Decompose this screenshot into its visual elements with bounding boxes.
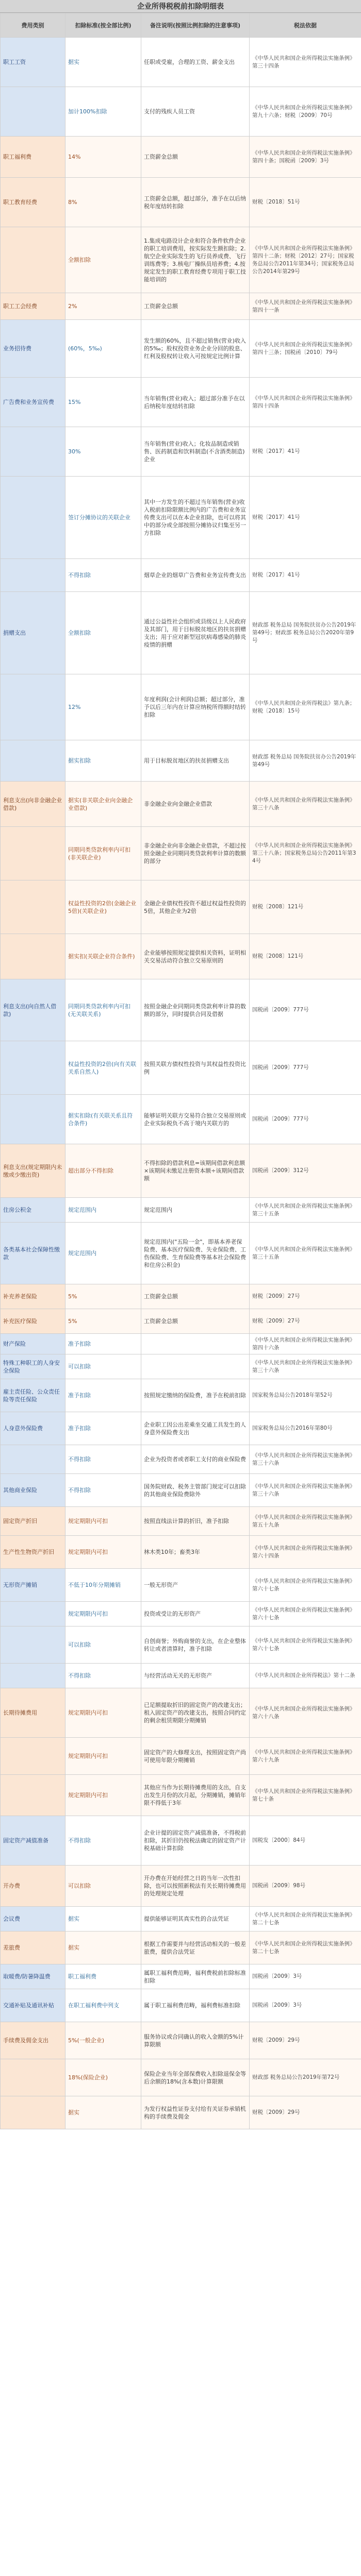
category-cell — [1, 1664, 65, 1688]
category-cell: 利息支出(向自然人借款) — [1, 979, 65, 1041]
category-cell — [1, 2096, 65, 2129]
note-cell: 投资或受让的无形资产 — [141, 1602, 250, 1626]
page-title: 企业所得税税前扣除明细表 — [0, 0, 361, 13]
table-row — [1, 934, 361, 979]
basis-cell: 《中华人民共和国企业所得税法实施条例》第六十四条 — [250, 1536, 361, 1569]
standard-cell: 规定范围内 — [65, 1198, 141, 1223]
table-row — [1, 559, 361, 592]
note-cell: 当年销售(营业)收入；化妆品制造或销售、医药制造和饮料制造(不含酒类制造)企业 — [141, 427, 250, 477]
note-cell: 提供能够证明其真实性的合法凭证 — [141, 1907, 250, 1931]
standard-cell: 规定期限内可扣 — [65, 1688, 141, 1738]
basis-cell: 国税函〔2009〕3号 — [250, 1989, 361, 2022]
category-cell: 交通补贴及通讯补贴 — [1, 1989, 65, 2022]
note-cell: 不得扣除的借款利息=该期间借款利息额×该期间未缴足注册资本额÷该期间借款额 — [141, 1144, 250, 1198]
note-cell: 国务院财政、税务主管部门规定可以扣除的其他商业保险费除外 — [141, 1474, 250, 1507]
note-cell: 保险企业当年全部保费收入扣除退保金等后余额的18%(含本数)计算限额 — [141, 2059, 250, 2096]
standard-cell: 不得扣除 — [65, 1816, 141, 1866]
category-cell: 财产保险 — [1, 1334, 65, 1354]
table-row — [1, 2096, 361, 2129]
standard-cell: 可以扣除 — [65, 1354, 141, 1379]
table-row — [1, 1474, 361, 1507]
basis-cell: 财税〔2018〕51号 — [250, 178, 361, 227]
standard-cell: 全额扣除 — [65, 227, 141, 293]
note-cell: 属职工福利费范畴，福利费税前扣除标准扣除 — [141, 1964, 250, 1989]
standard-cell: 5%(一般企业) — [65, 2022, 141, 2059]
category-cell — [1, 1602, 65, 1626]
table-row — [1, 1688, 361, 1738]
standard-cell: 14% — [65, 137, 141, 178]
note-cell: 自创商誉；外购商誉的支出，在企业整体转让或者清算时，准予扣除 — [141, 1626, 250, 1664]
standard-cell: 职工福利费 — [65, 1964, 141, 1989]
basis-cell: 国税函〔2009〕777号 — [250, 1095, 361, 1144]
basis-cell: 财税〔2009〕27号 — [250, 1309, 361, 1334]
category-cell — [1, 1445, 65, 1474]
standard-cell: 据实扣除(有关联关系且符合条件) — [65, 1095, 141, 1144]
note-cell: 按照金融企业同期同类贷款利率计算的数额的部分，同时提供合同及借据 — [141, 979, 250, 1041]
standard-cell: 准予扣除 — [65, 1379, 141, 1412]
note-cell — [141, 1354, 250, 1379]
note-cell: 能够证明关联方交易符合独立交易原则或企业实际税负不高于境内关联方的 — [141, 1095, 250, 1144]
table-row — [1, 2022, 361, 2059]
table-row — [1, 1445, 361, 1474]
standard-cell: 同期同类贷款利率内可扣(非关联企业) — [65, 827, 141, 880]
header-category: 费用类别 — [1, 13, 65, 38]
category-cell: 补充医疗保险 — [1, 1309, 65, 1334]
basis-cell: 财税〔2009〕27号 — [250, 1284, 361, 1309]
note-cell: 规定范围内("五险一金"，即基本养老保险费、基本医疗保险费、失业保险费、工伤保险费、生育保险费等基本社会保险费和住房公积金) — [141, 1223, 250, 1284]
note-cell: 开办费在开始经营之日的当年一次性扣除，也可以按照新税法有关长期待摊费用的处理规定处理 — [141, 1866, 250, 1907]
basis-cell: 《中华人民共和国企业所得税法实施条例》第二十七条 — [250, 1907, 361, 1931]
standard-cell: 加计100%扣除 — [65, 87, 141, 137]
category-cell — [1, 934, 65, 979]
basis-cell: 《中华人民共和国企业所得税法》第九条；财税〔2018〕15号 — [250, 674, 361, 740]
category-cell: 利息支出(向非金融企业借款) — [1, 782, 65, 827]
standard-cell: 全额扣除 — [65, 592, 141, 674]
category-cell: 固定资产减值准备 — [1, 1816, 65, 1866]
note-cell: 企业能够按照规定提供相关资料，证明相关交易活动符合独立交易原则的 — [141, 934, 250, 979]
standard-cell: 不得扣除 — [65, 1664, 141, 1688]
category-cell: 无形资产摊销 — [1, 1569, 65, 1602]
header-basis: 税法依据 — [250, 13, 361, 38]
table-row — [1, 782, 361, 827]
standard-cell: 18%(保险企业) — [65, 2059, 141, 2096]
category-cell — [1, 827, 65, 880]
standard-cell: 规定期限内可扣 — [65, 1775, 141, 1816]
table-row — [1, 1626, 361, 1664]
note-cell: 一般无形资产 — [141, 1569, 250, 1602]
header-standard: 扣除标准(按全部比例) — [65, 13, 141, 38]
category-cell — [1, 1738, 65, 1775]
note-cell: 发生额的60%，且不超过销售(营业)收入的5‰；股权投资业务企业分回的股息、红利及股权转让收入可按规定比例计算 — [141, 320, 250, 378]
table-row — [1, 880, 361, 934]
table-row — [1, 1144, 361, 1198]
category-cell — [1, 477, 65, 559]
standard-cell: 同期同类贷款利率内可扣(无关联关系) — [65, 979, 141, 1041]
standard-cell: 5% — [65, 1309, 141, 1334]
category-cell: 职工工会经费 — [1, 293, 65, 320]
category-cell — [1, 559, 65, 592]
basis-cell: 国家税务总局公告2016年第80号 — [250, 1412, 361, 1445]
note-cell: 林木类10年；畜类3年 — [141, 1536, 250, 1569]
note-cell: 年度利润(会计利润)总额；超过部分，准予以后三年内在计算应纳税所得额时结转扣除 — [141, 674, 250, 740]
basis-cell: 财税〔2009〕29号 — [250, 2096, 361, 2129]
note-cell: 按照规定缴纳的保险费，准予在税前扣除 — [141, 1379, 250, 1412]
basis-cell: 《中华人民共和国企业所得税法实施条例》第二十七条 — [250, 1931, 361, 1964]
standard-cell: 可以扣除 — [65, 1866, 141, 1907]
table-row — [1, 674, 361, 740]
standard-cell: 准予扣除 — [65, 1334, 141, 1354]
category-cell — [1, 674, 65, 740]
basis-cell: 《中华人民共和国企业所得税法实施条例》第四十六条 — [250, 1334, 361, 1354]
basis-cell: 《中华人民共和国企业所得税法实施条例》第三十六条 — [250, 1354, 361, 1379]
note-cell: 工资薪金总额，超过部分，准予在以后纳税年度结转扣除 — [141, 178, 250, 227]
standard-cell: 不低于10年分期摊销 — [65, 1569, 141, 1602]
note-cell: 服务协议或合同确认的收入金额的5%计算限额 — [141, 2022, 250, 2059]
table-row — [1, 477, 361, 559]
table-row — [1, 137, 361, 178]
standard-cell: (60%，5‰) — [65, 320, 141, 378]
standard-cell: 据实 — [65, 1907, 141, 1931]
category-cell: 固定资产折旧 — [1, 1507, 65, 1536]
standard-cell: 据实 — [65, 2096, 141, 2129]
table-row — [1, 740, 361, 782]
category-cell: 手续费及佣金支出 — [1, 2022, 65, 2059]
table-row — [1, 1354, 361, 1379]
table-row — [1, 2059, 361, 2096]
basis-cell: 《中华人民共和国企业所得税法实施条例》第四十三条；国税函〔2010〕79号 — [250, 320, 361, 378]
basis-cell: 财税〔2008〕121号 — [250, 880, 361, 934]
note-cell: 通过公益性社会组织或县级以上人民政府及其部门，用于目标脱贫地区的扶贫捐赠支出；用于应对新型冠状病毒感染的肺炎疫情的捐赠 — [141, 592, 250, 674]
basis-cell: 《中华人民共和国企业所得税法实施条例》第九十六条；财税〔2009〕70号 — [250, 87, 361, 137]
category-cell — [1, 1095, 65, 1144]
note-cell: 非金融企业向金融企业借款 — [141, 782, 250, 827]
category-cell: 住房公积金 — [1, 1198, 65, 1223]
basis-cell: 国税函〔2009〕312号 — [250, 1144, 361, 1198]
basis-cell: 《中华人民共和国企业所得税法实施条例》第六十八条 — [250, 1688, 361, 1738]
category-cell: 会议费 — [1, 1907, 65, 1931]
basis-cell: 《中华人民共和国企业所得税法实施条例》第四十二条；财税〔2012〕27号；国家税务总局公告2011年第34号；国家税务总局公告2014年第29号 — [250, 227, 361, 293]
standard-cell: 12% — [65, 674, 141, 740]
basis-cell: 《中华人民共和国企业所得税法实施条例》第三十八条 — [250, 782, 361, 827]
table-row — [1, 1569, 361, 1602]
table-row — [1, 1095, 361, 1144]
basis-cell: 财税〔2008〕121号 — [250, 934, 361, 979]
basis-cell: 财税〔2017〕41号 — [250, 477, 361, 559]
standard-cell: 8% — [65, 178, 141, 227]
category-cell: 职工教育经费 — [1, 178, 65, 227]
note-cell: 固定资产的大修理支出，按照固定资产尚可使用年限分期摊销 — [141, 1738, 250, 1775]
basis-cell: 《中华人民共和国企业所得税法实施条例》第六十七条 — [250, 1602, 361, 1626]
basis-cell: 《中华人民共和国企业所得税法实施条例》第三十八条；国家税务总局公告2011年第34号 — [250, 827, 361, 880]
basis-cell: 国税函〔2009〕98号 — [250, 1866, 361, 1907]
category-cell: 广告费和业务宣传费 — [1, 378, 65, 427]
table-row — [1, 1412, 361, 1445]
table-row — [1, 1223, 361, 1284]
table-row — [1, 227, 361, 293]
table-row — [1, 1334, 361, 1354]
category-cell: 各类基本社会保障性缴款 — [1, 1223, 65, 1284]
basis-cell: 财税〔2017〕41号 — [250, 559, 361, 592]
standard-cell: 规定期限内可扣 — [65, 1602, 141, 1626]
standard-cell: 超出部分不得扣除 — [65, 1144, 141, 1198]
basis-cell: 《中华人民共和国企业所得税法》第十二条 — [250, 1664, 361, 1688]
standard-cell: 规定期限内可扣 — [65, 1536, 141, 1569]
table-row — [1, 1738, 361, 1775]
note-cell: 金融企业债权性投资不超过权益性投资的5倍，其他企业为2倍 — [141, 880, 250, 934]
standard-cell: 据实 — [65, 38, 141, 87]
note-cell — [141, 1334, 250, 1354]
basis-cell: 《中华人民共和国企业所得税法实施条例》第六十九条 — [250, 1738, 361, 1775]
standard-cell: 准予扣除 — [65, 1412, 141, 1445]
note-cell: 属于职工福利费范畴，福利费标准扣除 — [141, 1989, 250, 2022]
basis-cell: 《中华人民共和国企业所得税法实施条例》第三十六条 — [250, 1445, 361, 1474]
basis-cell: 《中华人民共和国企业所得税法实施条例》第三十六条 — [250, 1474, 361, 1507]
table-row — [1, 979, 361, 1041]
note-cell: 工资薪金总额 — [141, 1309, 250, 1334]
note-cell: 其中一方发生的不超过当年销售(营业)收入税前扣除限额比例内的广告费和业务宣传费支出可以在本企业扣除，也可以将其中的部分或全部按照分摊协议归集至另一方扣除 — [141, 477, 250, 559]
table-row — [1, 38, 361, 87]
note-cell: 根据工作需要并与经营活动相关的一般差旅费，提供合法凭证 — [141, 1931, 250, 1964]
note-cell: 与经营活动无关的无形资产 — [141, 1664, 250, 1688]
standard-cell: 不得扣除 — [65, 1445, 141, 1474]
table-row — [1, 320, 361, 378]
basis-cell: 国税函〔2009〕777号 — [250, 1041, 361, 1095]
standard-cell: 规定期限内可扣 — [65, 1738, 141, 1775]
category-cell: 生产性生物资产折旧 — [1, 1536, 65, 1569]
table-row — [1, 1775, 361, 1816]
standard-cell: 签订分摊协议的关联企业 — [65, 477, 141, 559]
category-cell: 开办费 — [1, 1866, 65, 1907]
table-row — [1, 1379, 361, 1412]
table-row — [1, 87, 361, 137]
basis-cell: 财政部 税务总局公告2019年第72号 — [250, 2059, 361, 2096]
table-row — [1, 1866, 361, 1907]
category-cell — [1, 740, 65, 782]
note-cell: 任职或受雇，合理的工资、薪金支出 — [141, 38, 250, 87]
table-row — [1, 827, 361, 880]
category-cell — [1, 2059, 65, 2096]
category-cell: 业务招待费 — [1, 320, 65, 378]
table-row — [1, 1536, 361, 1569]
category-cell: 雇主责任险、公众责任险等责任保险 — [1, 1379, 65, 1412]
table-row — [1, 1309, 361, 1334]
note-cell: 烟草企业的烟草广告费和业务宣传费支出 — [141, 559, 250, 592]
category-cell — [1, 1626, 65, 1664]
note-cell: 为发行权益性证券支付给有关证券承销机构的手续费及佣金 — [141, 2096, 250, 2129]
standard-cell: 2% — [65, 293, 141, 320]
standard-cell: 5% — [65, 1284, 141, 1309]
standard-cell: 可以扣除 — [65, 1626, 141, 1664]
category-cell: 职工福利费 — [1, 137, 65, 178]
basis-cell: 《中华人民共和国企业所得税法实施条例》第七十条 — [250, 1775, 361, 1816]
category-cell: 长期待摊费用 — [1, 1688, 65, 1738]
note-cell: 用于目标脱贫地区的扶贫捐赠支出 — [141, 740, 250, 782]
standard-cell: 据实 — [65, 1931, 141, 1964]
table-row — [1, 1198, 361, 1223]
note-cell: 其他应当作为长期待摊费用的支出，自支出发生月份的次月起，分期摊销，摊销年限不得低于3年 — [141, 1775, 250, 1816]
basis-cell: 《中华人民共和国企业所得税法实施条例》第四十四条 — [250, 378, 361, 427]
basis-cell: 《中华人民共和国企业所得税法实施条例》第四十一条 — [250, 293, 361, 320]
table-row — [1, 1041, 361, 1095]
standard-cell: 据实扣(关联企业符合条件) — [65, 934, 141, 979]
basis-cell: 《中华人民共和国企业所得税法实施条例》第三十五条 — [250, 1198, 361, 1223]
basis-cell: 《中华人民共和国企业所得税法实施条例》第三十四条 — [250, 38, 361, 87]
basis-cell: 财政部 税务总局 国务院扶贫办公告2019年第49号；财政部 税务总局公告2020年第9号 — [250, 592, 361, 674]
table-body — [1, 38, 361, 2129]
note-cell: 按照关联方债权性投资与其权益性投资比例 — [141, 1041, 250, 1095]
table-row — [1, 293, 361, 320]
category-cell: 其他商业保险 — [1, 1474, 65, 1507]
category-cell — [1, 427, 65, 477]
note-cell: 1.集成电路设计企业和符合条件软件企业的职工培训费用，按实际发生额扣除；2.航空企业实际发生的飞行员养成费、飞行训练费等；3.核电厂操纵员培养费；4.按规定发生的职工教育经费专项用于职工技能培训的 — [141, 227, 250, 293]
note-cell: 工资薪金总额 — [141, 137, 250, 178]
note-cell: 非金融企业向非金融企业借款，不超过按照金融企业同期同类贷款利率计算的数额的部分 — [141, 827, 250, 880]
note-cell: 按照直线法计算的折旧，准予扣除 — [141, 1507, 250, 1536]
table-row — [1, 1664, 361, 1688]
category-cell — [1, 1041, 65, 1095]
table-row — [1, 1284, 361, 1309]
category-cell: 特殊工种职工的人身安全保险 — [1, 1354, 65, 1379]
table-row — [1, 178, 361, 227]
standard-cell: 30% — [65, 427, 141, 477]
basis-cell: 《中华人民共和国企业所得税法实施条例》第三十五条 — [250, 1223, 361, 1284]
category-cell — [1, 880, 65, 934]
table-row — [1, 1989, 361, 2022]
basis-cell: 《中华人民共和国企业所得税法实施条例》第六十七条 — [250, 1626, 361, 1664]
category-cell: 利息支出(规定期限内未缴或少缴出资) — [1, 1144, 65, 1198]
note-cell: 当年销售(营业)收入；超过部分准予在以后纳税年度结转扣除 — [141, 378, 250, 427]
table-row — [1, 1816, 361, 1866]
standard-cell: 不得扣除 — [65, 559, 141, 592]
basis-cell: 《中华人民共和国企业所得税法实施条例》第六十七条 — [250, 1569, 361, 1602]
basis-cell: 国税函〔2009〕3号 — [250, 1964, 361, 1989]
standard-cell: 15% — [65, 378, 141, 427]
standard-cell: 在职工福利费中列支 — [65, 1989, 141, 2022]
basis-cell: 财税〔2017〕41号 — [250, 427, 361, 477]
note-cell: 企业职工因公出差乘坐交通工具发生的人身意外保险费支出 — [141, 1412, 250, 1445]
category-cell: 差旅费 — [1, 1931, 65, 1964]
basis-cell: 国税函〔2009〕777号 — [250, 979, 361, 1041]
table-header — [1, 13, 361, 38]
basis-cell: 国家税务总局公告2018年第52号 — [250, 1379, 361, 1412]
note-cell: 企业为投资者或者职工支付的商业保险费 — [141, 1445, 250, 1474]
note-cell: 支付的残疾人员工资 — [141, 87, 250, 137]
note-cell: 已足额提取折旧的固定资产的改建支出；租入固定资产的改建支出，按照合同约定的剩余租赁期限分期摊销 — [141, 1688, 250, 1738]
standard-cell: 据实(非关联企业向金融企业借款) — [65, 782, 141, 827]
category-cell: 捐赠支出 — [1, 592, 65, 674]
table-row — [1, 1964, 361, 1989]
standard-cell: 权益性投资的2倍(向有关联关系自然人) — [65, 1041, 141, 1095]
table-row — [1, 1602, 361, 1626]
category-cell: 补充养老保险 — [1, 1284, 65, 1309]
table-row — [1, 1507, 361, 1536]
note-cell: 规定范围内 — [141, 1198, 250, 1223]
table-row — [1, 378, 361, 427]
deduction-table — [0, 13, 361, 2129]
basis-cell: 财政部 税务总局 国务院扶贫办公告2019年第49号 — [250, 740, 361, 782]
standard-cell: 规定期限内可扣 — [65, 1507, 141, 1536]
basis-cell: 《中华人民共和国企业所得税法实施条例》第四十条；国税函〔2009〕3号 — [250, 137, 361, 178]
table-row — [1, 592, 361, 674]
standard-cell: 规定范围内 — [65, 1223, 141, 1284]
note-cell: 企业计提的固定资产减值准备，不得税前扣除，其折旧仍按税法确定的固定资产计税基础计算扣除 — [141, 1816, 250, 1866]
standard-cell: 不得扣除 — [65, 1474, 141, 1507]
category-cell — [1, 227, 65, 293]
category-cell: 取暖费/防暑降温费 — [1, 1964, 65, 1989]
header-note: 备注说明(按照比例扣除的注意事项) — [141, 13, 250, 38]
table-row — [1, 1907, 361, 1931]
basis-cell: 《中华人民共和国企业所得税法实施条例》第五十九条 — [250, 1507, 361, 1536]
category-cell: 职工工资 — [1, 38, 65, 87]
basis-cell: 财税〔2009〕29号 — [250, 2022, 361, 2059]
category-cell — [1, 1775, 65, 1816]
note-cell: 工资薪金总额 — [141, 1284, 250, 1309]
category-cell: 人身意外保险费 — [1, 1412, 65, 1445]
standard-cell: 据实扣除 — [65, 740, 141, 782]
note-cell: 工资薪金总额 — [141, 293, 250, 320]
basis-cell: 国税发〔2000〕84号 — [250, 1816, 361, 1866]
category-cell — [1, 87, 65, 137]
table-row — [1, 1931, 361, 1964]
table-row — [1, 427, 361, 477]
standard-cell: 权益性投资的2倍(金融企业5倍)(关联企业) — [65, 880, 141, 934]
